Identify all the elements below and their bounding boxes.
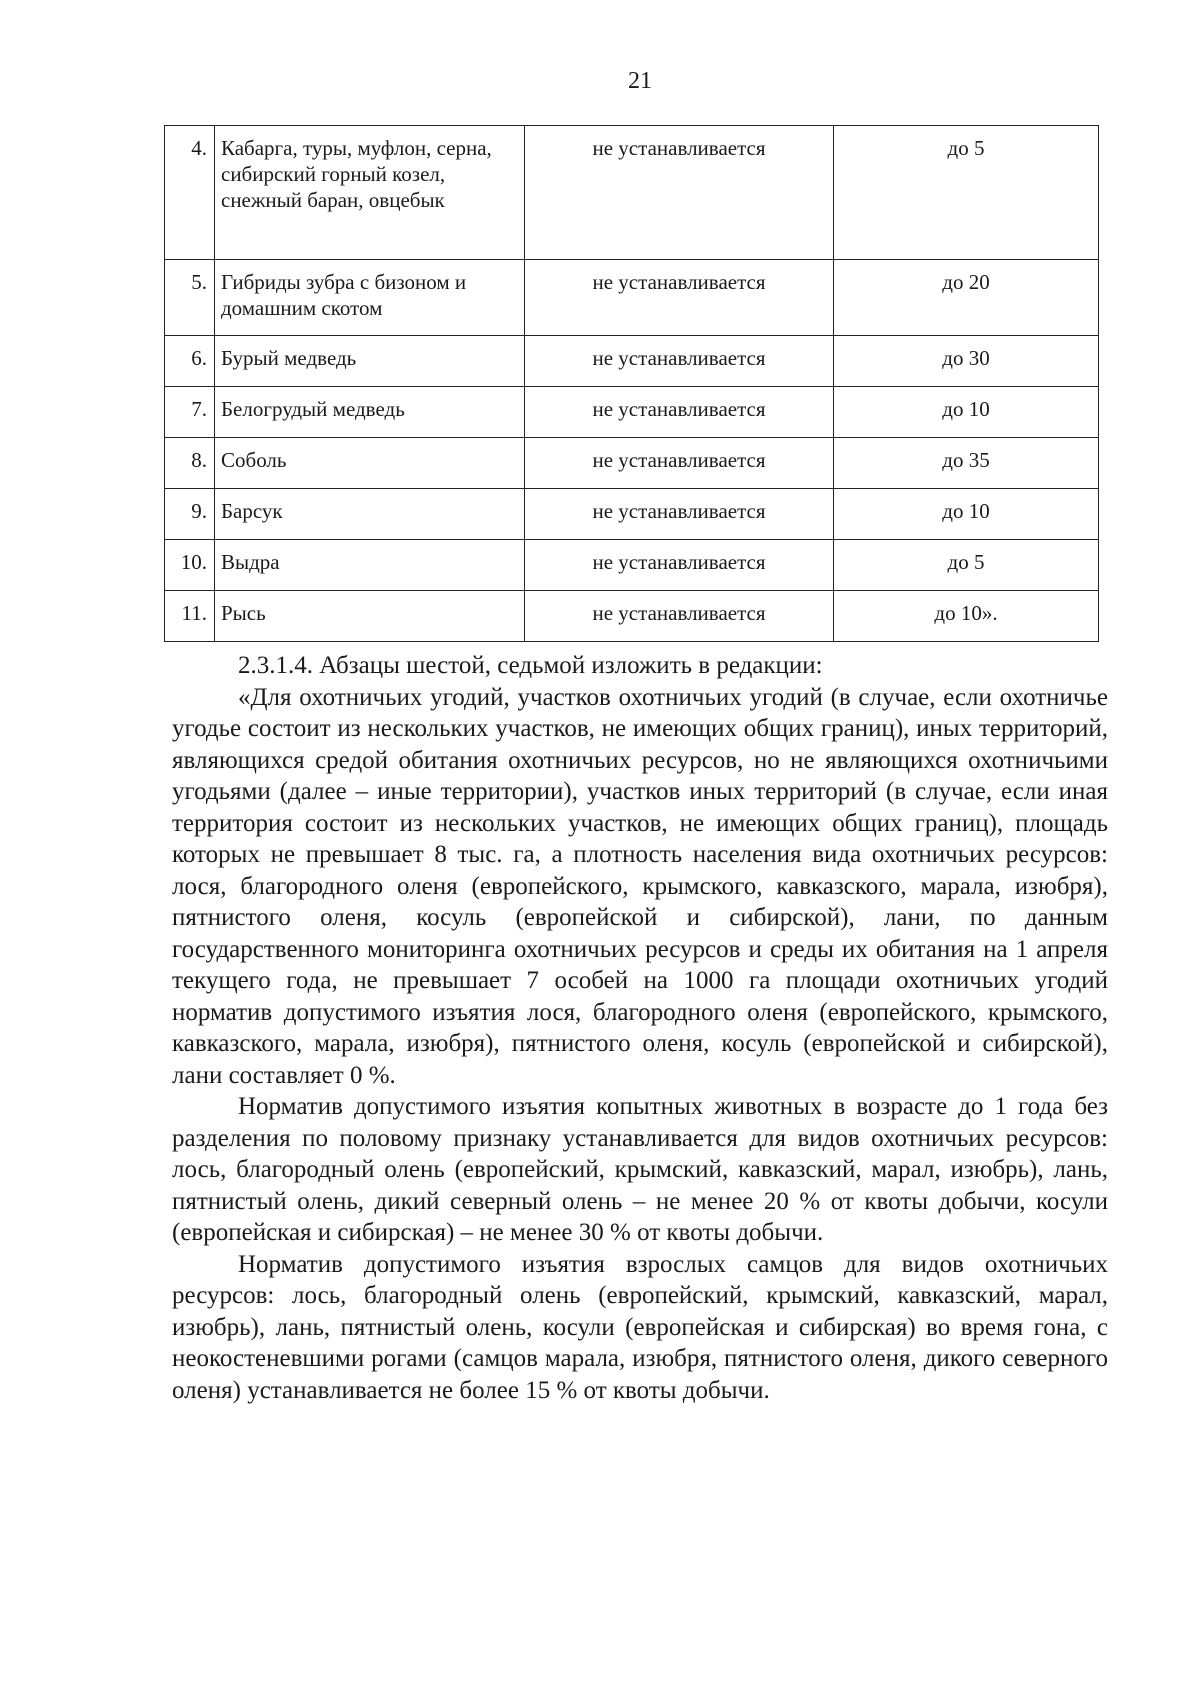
table-row — [165, 126, 1099, 260]
table-row — [165, 438, 1099, 489]
table-row — [165, 336, 1099, 387]
row-number: 9. — [165, 489, 215, 540]
table-row — [165, 591, 1099, 642]
species-cell: Соболь — [215, 438, 525, 489]
quota-cell: до 10». — [834, 591, 1099, 642]
row-number: 8. — [165, 438, 215, 489]
species-cell: Выдра — [215, 540, 525, 591]
quota-cell: до 35 — [834, 438, 1099, 489]
quota-cell: до 5 — [834, 540, 1099, 591]
norm-cell: не устанавливается — [525, 540, 834, 591]
table-row — [165, 387, 1099, 438]
quota-cell: до 5 — [834, 126, 1099, 260]
norm-cell: не устанавливается — [525, 260, 834, 336]
norm-cell: не устанавливается — [525, 126, 834, 260]
paragraph: Норматив допустимого изъятия копытных животных в возрасте до 1 года без разделения по половому признаку устанавливается для видов охотничьих ресурсов: лось, благородный олень (европейский, крымский, кавказский, марал, изюбрь), лань, пятнистый олень, дикий северный олень – не менее 20 % от квоты добычи, косули (европейская и сибирская) – не менее 30 % от квоты добычи. — [172, 1093, 1108, 1246]
row-number: 10. — [165, 540, 215, 591]
norm-cell: не устанавливается — [525, 438, 834, 489]
row-number: 7. — [165, 387, 215, 438]
section-heading: 2.3.1.4. Абзацы шестой, седьмой изложить в редакции: — [238, 652, 823, 679]
norm-cell: не устанавливается — [525, 336, 834, 387]
species-cell: Бурый медведь — [215, 336, 525, 387]
norm-cell: не устанавливается — [525, 387, 834, 438]
body-text — [172, 650, 1108, 1406]
norm-cell: не устанавливается — [525, 591, 834, 642]
table-row — [165, 489, 1099, 540]
norm-cell: не устанавливается — [525, 489, 834, 540]
row-number: 4. — [165, 126, 215, 260]
row-number: 11. — [165, 591, 215, 642]
page-number: 21 — [628, 68, 652, 94]
species-cell: Гибриды зубра с бизоном и домашним скотом — [215, 260, 525, 336]
species-cell: Белогрудый медведь — [215, 387, 525, 438]
table-row — [165, 540, 1099, 591]
species-cell: Барсук — [215, 489, 525, 540]
row-number: 5. — [165, 260, 215, 336]
quota-cell: до 30 — [834, 336, 1099, 387]
species-cell: Кабарга, туры, муфлон, серна, сибирский горный козел, снежный баран, овцебык — [215, 126, 525, 260]
quota-table — [164, 125, 1099, 642]
quota-cell: до 10 — [834, 489, 1099, 540]
quota-cell: до 10 — [834, 387, 1099, 438]
quota-cell: до 20 — [834, 260, 1099, 336]
paragraph: «Для охотничьих угодий, участков охотничьих угодий (в случае, если охотничье угодье состоит из нескольких участков, не имеющих общих границ), иных территорий, являющихся средой обитания охотничьих ресурсов, но не являющихся охотничьими угодьями (далее – иные территории), участков иных территорий (в случае, если иная территория состоит из нескольких участков, не имеющих общих границ), площадь которых не превышает 8 тыс. га, а плотность населения вида охотничьих ресурсов: лося, благородного оленя (европейского, крымского, кавказского, марала, изюбря), пятнистого оленя, косуль (европейской и сибирской), лани, по данным государственного мониторинга охотничьих ресурсов и среды их обитания на 1 апреля текущего года, не превышает 7 особей на 1000 га площади охотничьих угодий норматив допустимого изъятия лося, благородного оленя (европейского, крымского, кавказского, марала, изюбря), пятнистого оленя, косуль (европейской и сибирской), лани составляет 0 %. — [172, 683, 1108, 1089]
row-number: 6. — [165, 336, 215, 387]
species-cell: Рысь — [215, 591, 525, 642]
table-row — [165, 260, 1099, 336]
paragraph: Норматив допустимого изъятия взрослых самцов для видов охотничьих ресурсов: лось, благородный олень (европейский, крымский, кавказский, марал, изюбрь), лань, пятнистый олень, косули (европейская и сибирская) во время гона, с неокостеневшими рогами (самцов марала, изюбря, пятнистого оленя, дикого северного оленя) устанавливается не более 15 % от квоты добычи. — [172, 1250, 1108, 1404]
